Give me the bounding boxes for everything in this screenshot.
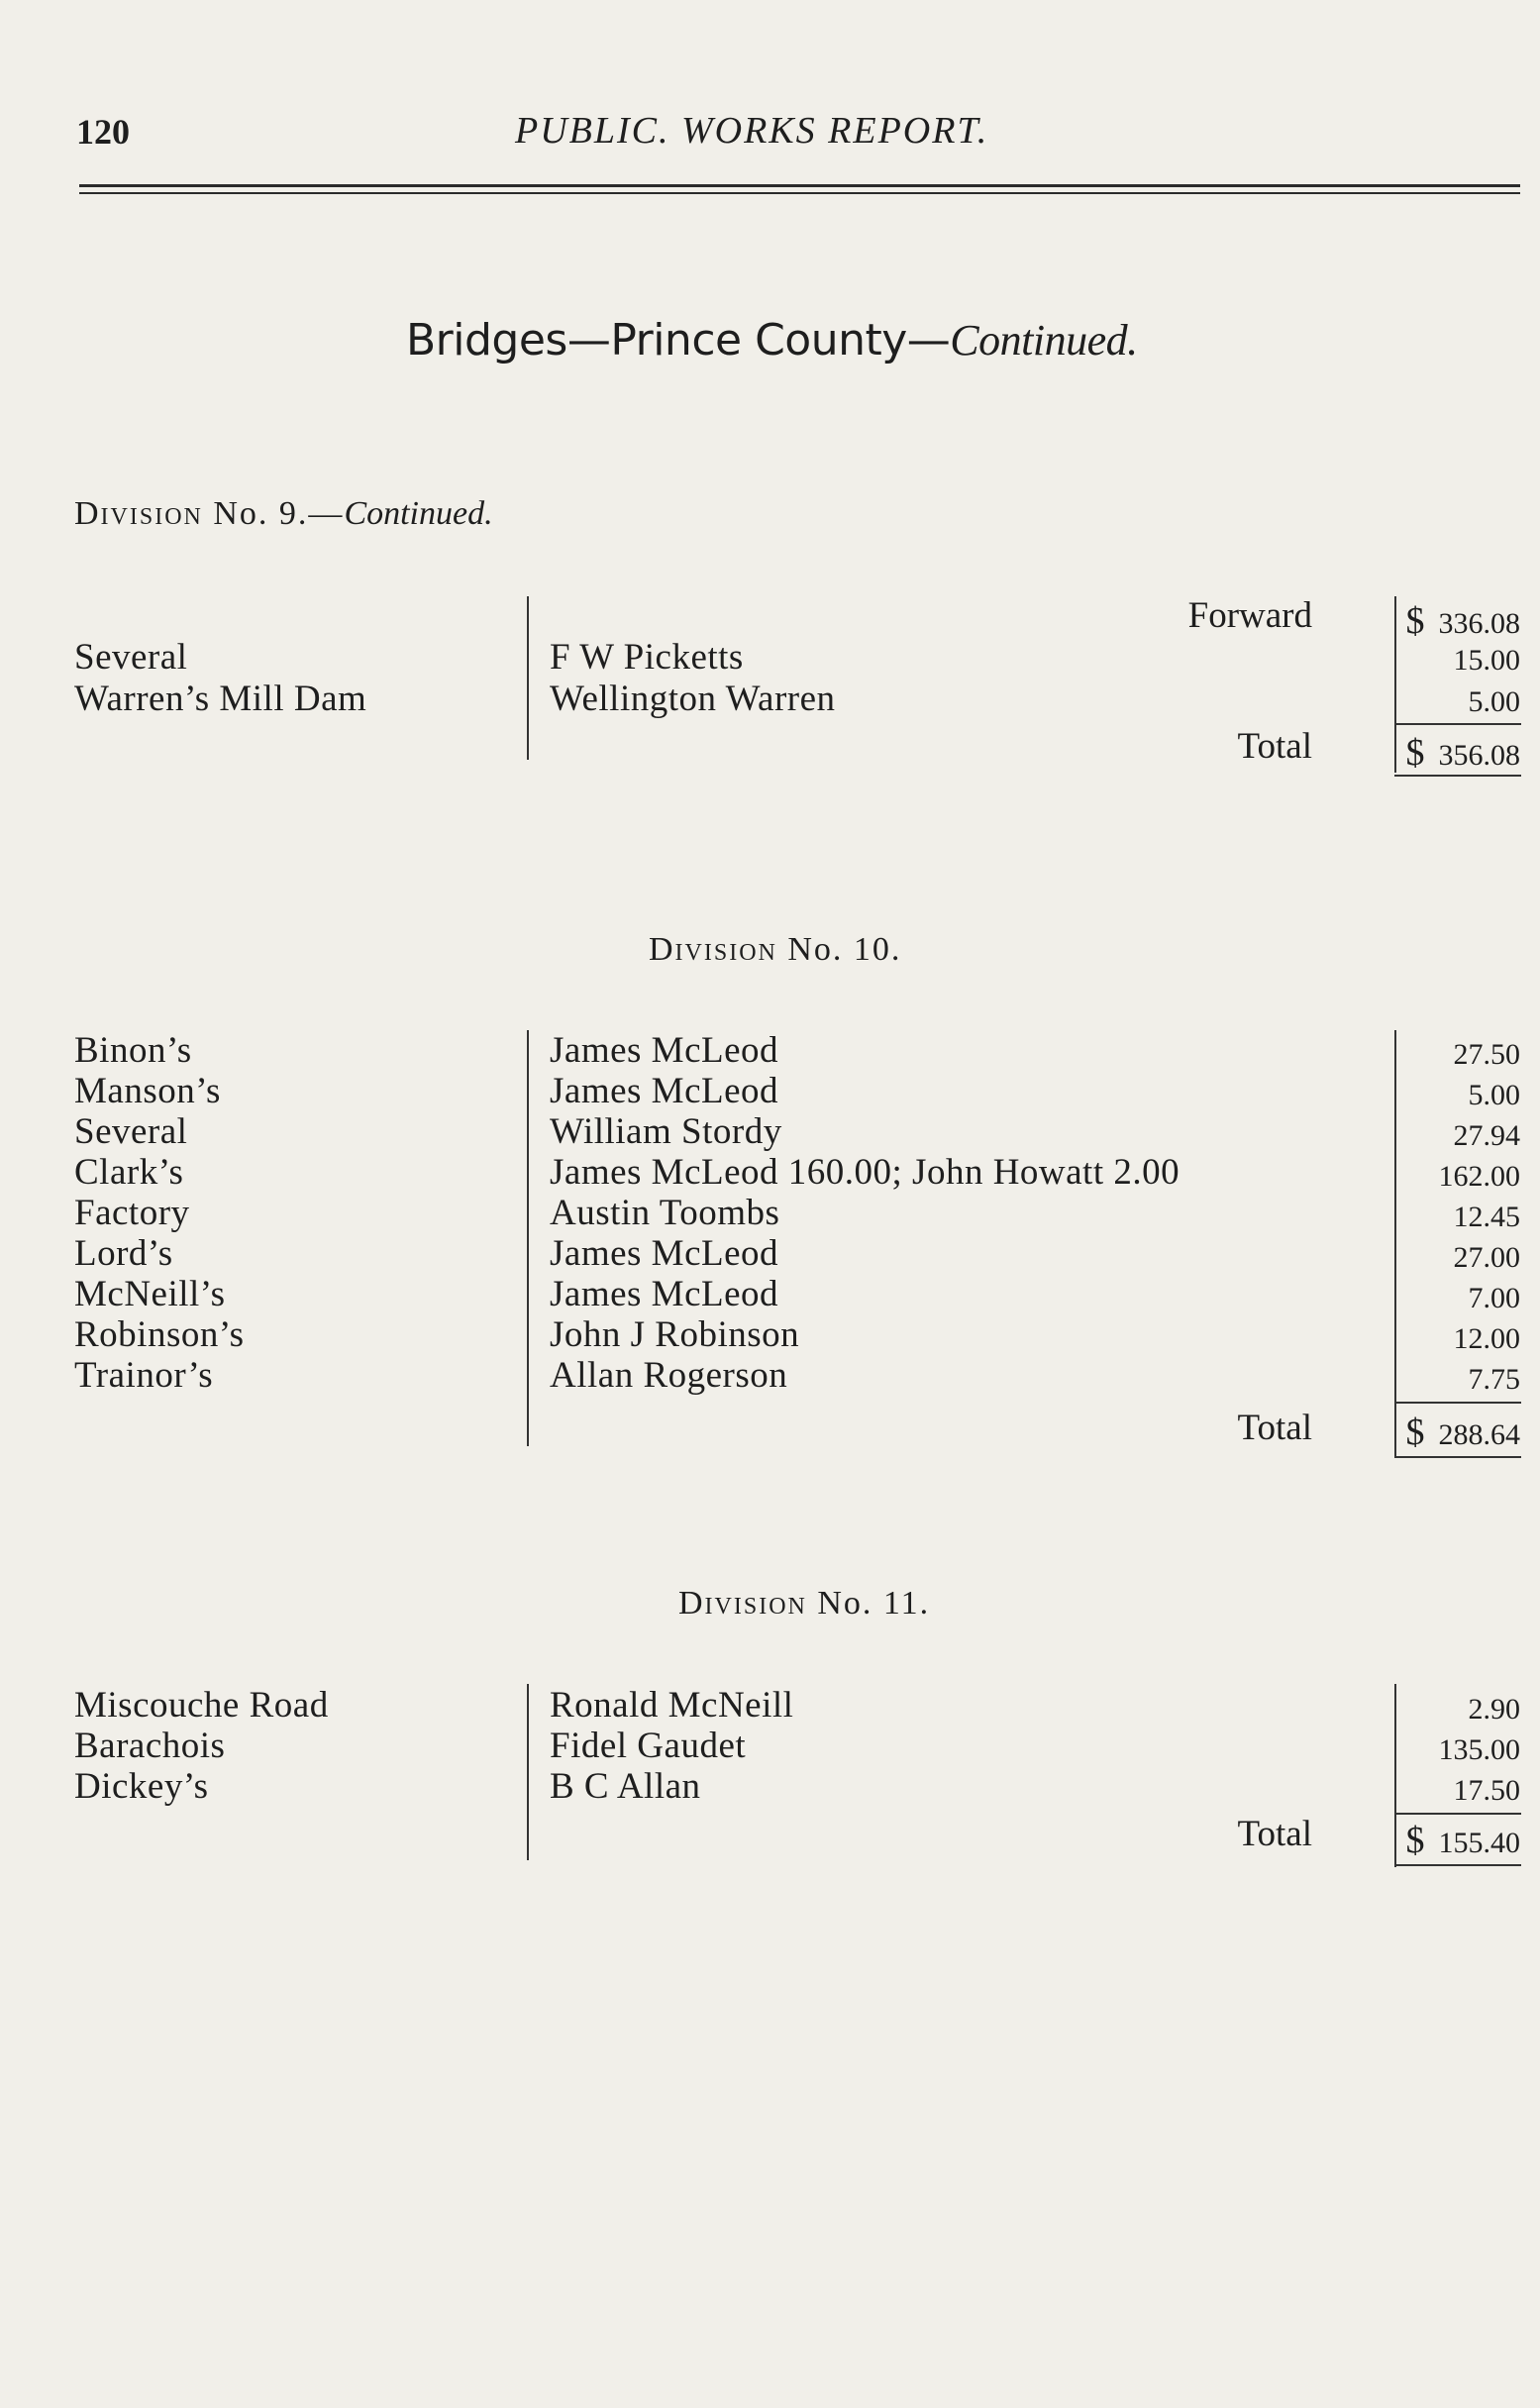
table-row-amount: 7.00 — [1468, 1282, 1520, 1314]
table-row-payee: Allan Rogerson — [550, 1355, 788, 1396]
table-row-payee: John J Robinson — [550, 1314, 800, 1355]
division-number: No. 9.— — [213, 495, 345, 532]
column-divider — [527, 596, 529, 760]
table-row-bridge: Miscouche Road — [74, 1685, 329, 1726]
sum-rule — [1394, 1402, 1521, 1404]
table-row-bridge: Several — [74, 637, 188, 678]
table-row-bridge: Manson’s — [74, 1071, 221, 1111]
total-amount-value: 356.08 — [1438, 739, 1520, 772]
table-row-payee: B C Allan — [550, 1766, 701, 1807]
table-row-bridge: Binon’s — [74, 1030, 192, 1071]
division-number: No. 11. — [817, 1585, 931, 1622]
total-amount-value: 155.40 — [1438, 1827, 1520, 1859]
forward-amount-value: 336.08 — [1438, 607, 1520, 640]
section-title — [406, 315, 1138, 366]
table-row-payee: Fidel Gaudet — [550, 1726, 747, 1766]
table-row-bridge: Dickey’s — [74, 1766, 209, 1807]
amount-divider — [1394, 1030, 1396, 1456]
table-row-amount: 27.94 — [1453, 1119, 1520, 1152]
table-row-payee: Wellington Warren — [550, 679, 836, 719]
table-row-amount: 7.75 — [1468, 1363, 1520, 1396]
table-row-payee: Ronald McNeill — [550, 1685, 794, 1726]
table-row-payee: James McLeod — [550, 1274, 779, 1314]
dollar-sign: $ — [1405, 732, 1425, 774]
total-amount-value: 288.64 — [1438, 1418, 1520, 1451]
division-10-heading — [649, 931, 901, 969]
total-label: Total — [1237, 1408, 1312, 1448]
amount-divider — [1394, 1684, 1396, 1867]
total-underline — [1394, 1864, 1521, 1866]
table-row-payee: F W Picketts — [550, 637, 744, 678]
dollar-sign: $ — [1405, 1820, 1425, 1861]
table-row-amount: 27.50 — [1453, 1038, 1520, 1071]
table-row-amount: 12.45 — [1453, 1201, 1520, 1233]
forward-label: Forward — [1187, 595, 1312, 636]
table-row-payee: Austin Toombs — [550, 1193, 780, 1233]
running-title: PUBLIC. WORKS REPORT. — [515, 110, 989, 152]
total-label: Total — [1237, 726, 1312, 767]
table-row-bridge: Several — [74, 1111, 188, 1152]
division-label: Division — [649, 931, 777, 968]
table-row-bridge: Factory — [74, 1193, 190, 1233]
table-row-amount: 15.00 — [1453, 644, 1520, 677]
sum-rule — [1394, 1813, 1521, 1815]
table-row-bridge: Trainor’s — [74, 1355, 214, 1396]
division-continued: Continued. — [344, 495, 493, 532]
total-amount — [1406, 1411, 1521, 1454]
table-row-bridge: Lord’s — [74, 1233, 173, 1274]
table-row-amount: 17.50 — [1453, 1774, 1520, 1807]
dollar-sign: $ — [1405, 1412, 1425, 1453]
table-row-bridge: McNeill’s — [74, 1274, 226, 1314]
total-amount — [1406, 731, 1521, 775]
header-rule — [79, 184, 1520, 187]
table-row-amount: 5.00 — [1468, 1079, 1520, 1111]
page-number: 120 — [76, 112, 130, 152]
table-row-bridge: Barachois — [74, 1726, 226, 1766]
column-divider — [527, 1030, 529, 1446]
section-title-continued: Continued. — [950, 316, 1138, 365]
table-row-amount: 12.00 — [1453, 1322, 1520, 1355]
table-row-bridge: Robinson’s — [74, 1314, 245, 1355]
table-row-payee: James McLeod — [550, 1030, 779, 1071]
forward-amount — [1406, 599, 1521, 643]
total-amount — [1406, 1819, 1521, 1862]
division-number: No. 10. — [787, 931, 902, 968]
division-11-heading — [678, 1585, 930, 1623]
table-row-payee: James McLeod — [550, 1071, 779, 1111]
table-row-payee: James McLeod 160.00; John Howatt 2.00 — [550, 1152, 1181, 1193]
table-row-amount: 5.00 — [1468, 685, 1520, 718]
column-divider — [527, 1684, 529, 1860]
header-rule-thin — [79, 192, 1520, 194]
table-row-bridge: Warren’s Mill Dam — [74, 679, 367, 719]
dollar-sign: $ — [1405, 600, 1425, 642]
total-underline — [1394, 775, 1521, 777]
total-underline — [1394, 1456, 1521, 1458]
table-row-amount: 135.00 — [1438, 1733, 1520, 1766]
table-row-amount: 27.00 — [1453, 1241, 1520, 1274]
table-row-payee: James McLeod — [550, 1233, 779, 1274]
division-label: Division — [678, 1585, 807, 1622]
table-row-bridge: Clark’s — [74, 1152, 184, 1193]
division-9-heading — [74, 495, 493, 533]
table-row-payee: William Stordy — [550, 1111, 782, 1152]
section-title-text: Bridges—Prince County— — [406, 315, 951, 366]
table-row-amount: 162.00 — [1438, 1160, 1520, 1193]
sum-rule — [1394, 723, 1521, 725]
total-label: Total — [1237, 1814, 1312, 1854]
table-row-amount: 2.90 — [1468, 1693, 1520, 1726]
amount-divider — [1394, 596, 1396, 773]
division-label: Division — [74, 495, 203, 532]
